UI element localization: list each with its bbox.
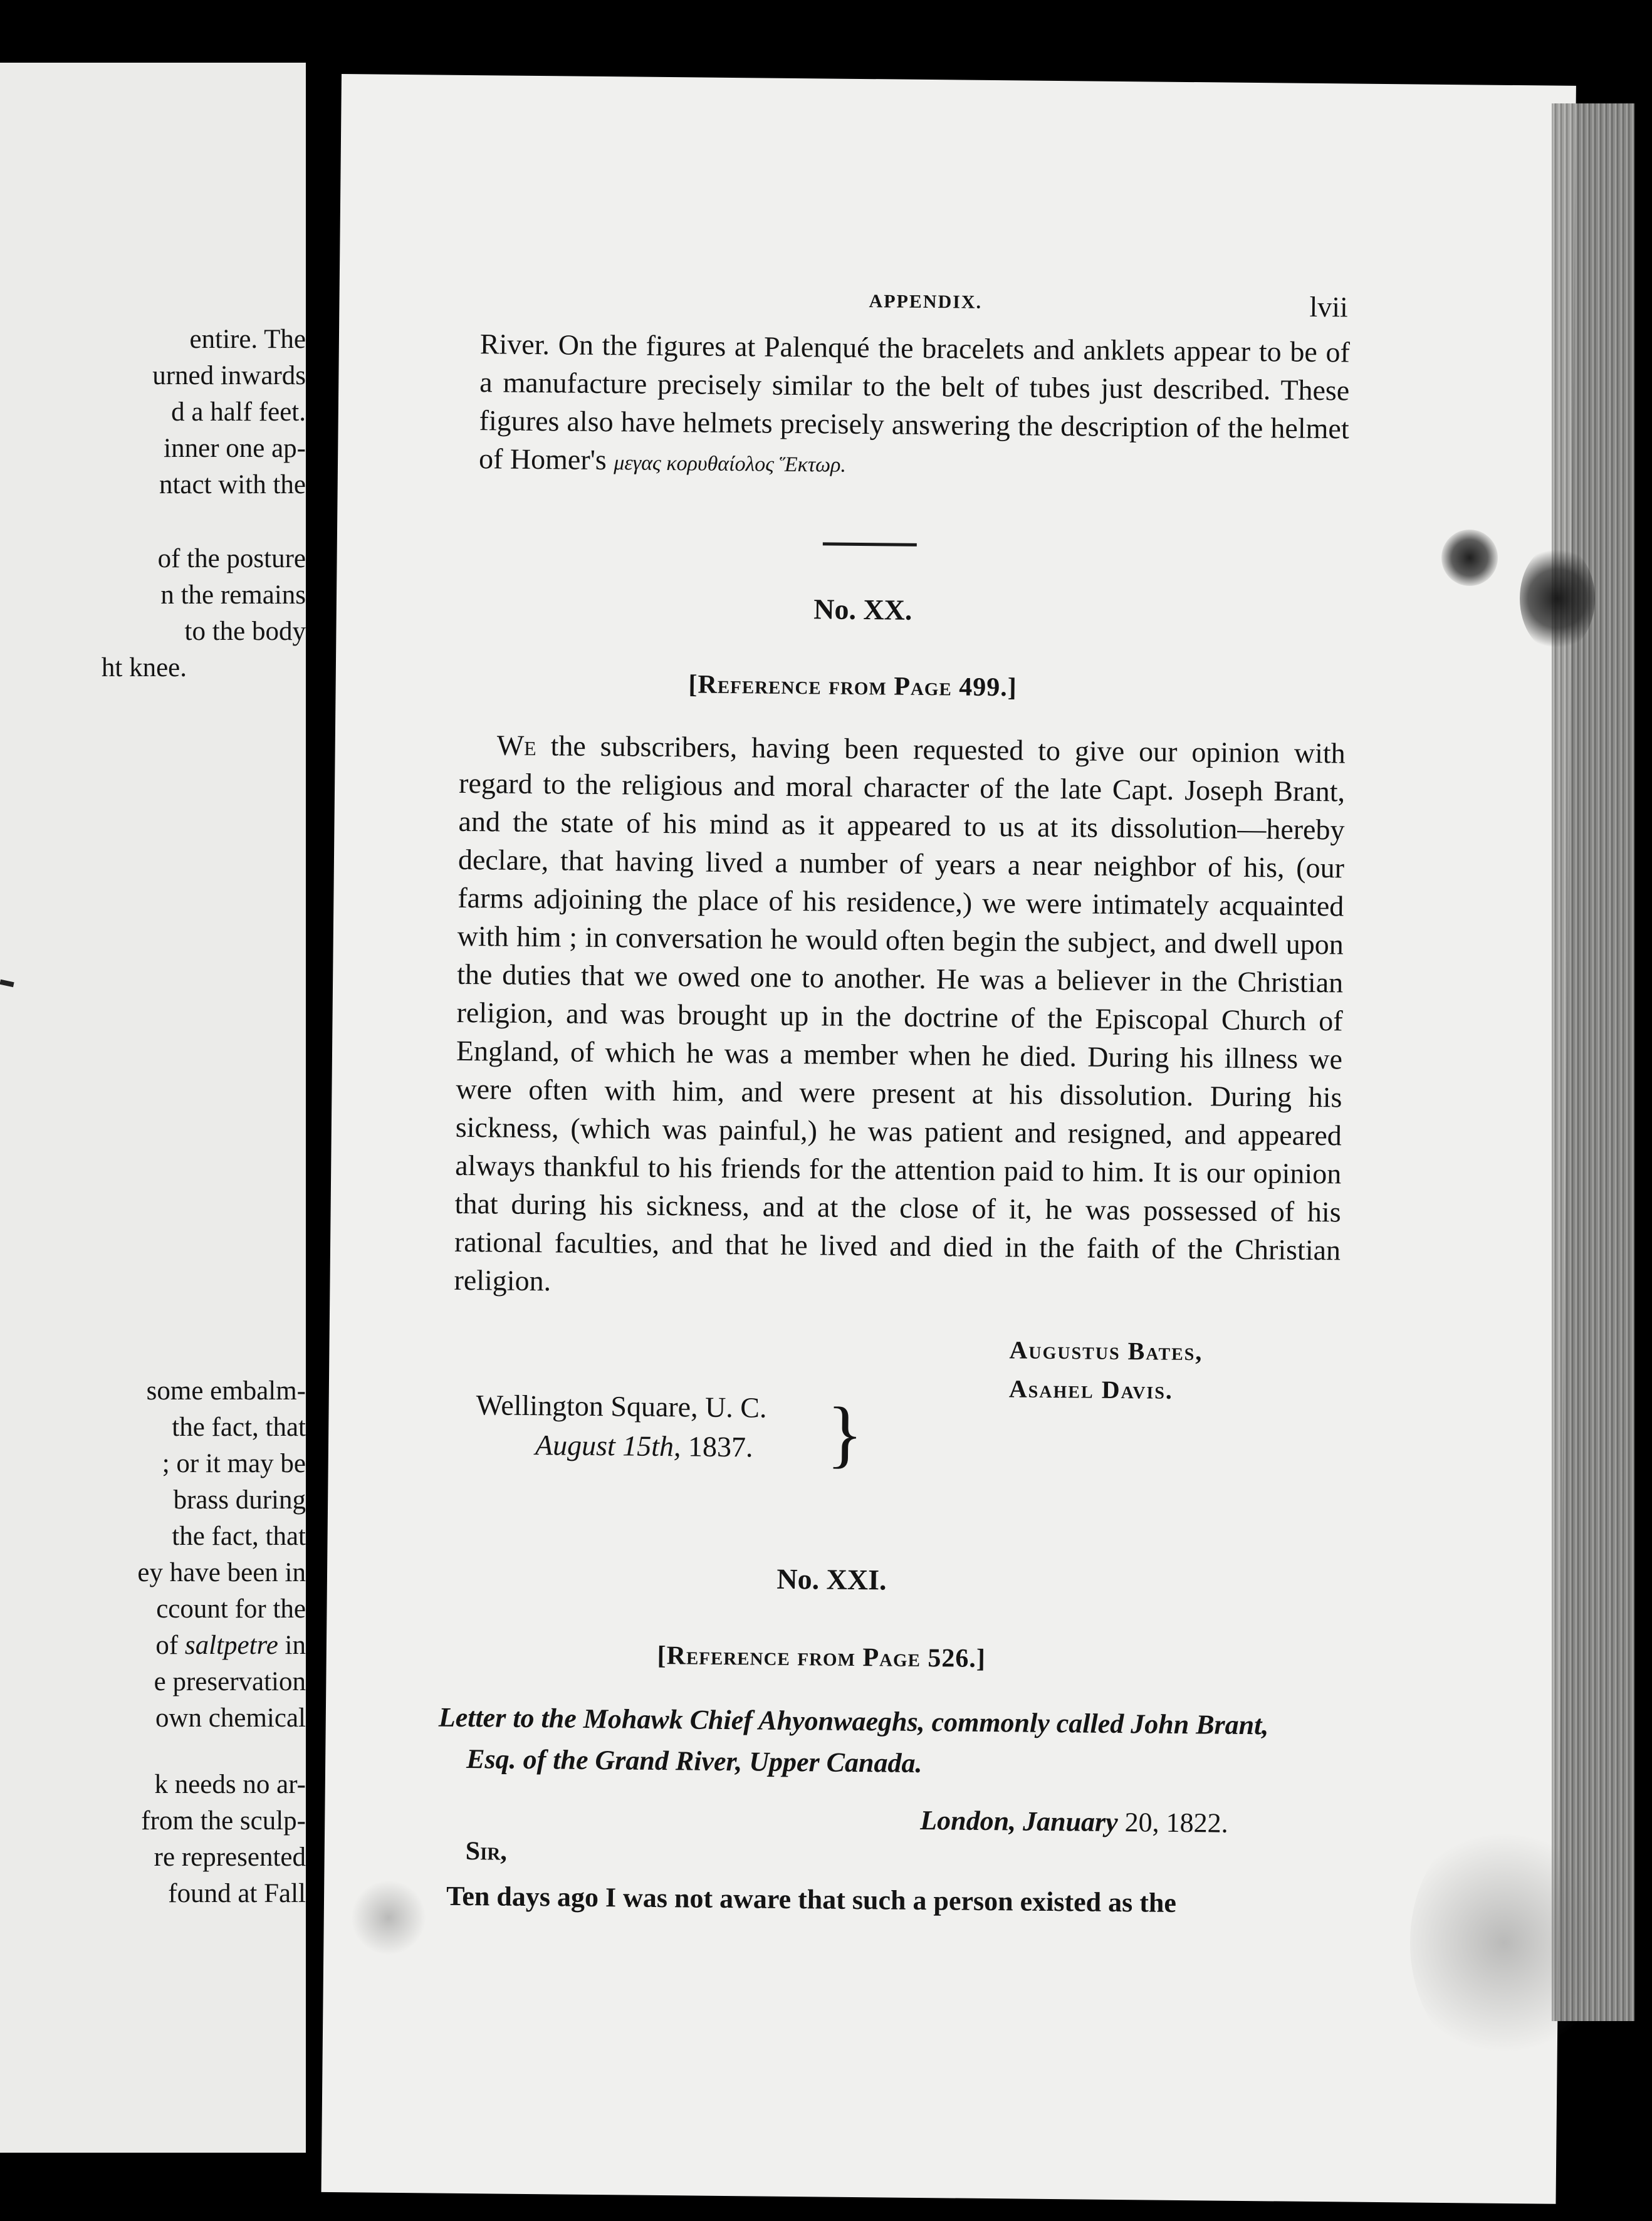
- letter-salutation: Sir,: [465, 1837, 508, 1866]
- left-page-line: ccount for the: [156, 1594, 306, 1624]
- page-edge: [1552, 103, 1634, 2021]
- ink-stain: [1441, 530, 1498, 586]
- left-page-line: brass during: [173, 1485, 306, 1515]
- left-page-line: the fact, that: [172, 1413, 306, 1442]
- ink-stain: [1520, 545, 1595, 652]
- signatory-name: Augustus Bates,: [1009, 1335, 1203, 1366]
- left-page-line: n the remains: [160, 580, 306, 610]
- affidavit-date: August 15th, 1837.: [535, 1429, 753, 1463]
- left-page-line: k needs no ar-: [154, 1770, 306, 1799]
- paper-blotch: [1410, 1817, 1598, 2068]
- section-divider: [823, 542, 917, 546]
- left-page-line: ht knee.: [101, 653, 187, 682]
- left-page-line: own chemical: [155, 1703, 306, 1733]
- left-page-line: re represented: [154, 1842, 306, 1872]
- left-page-line: entire. The: [189, 325, 306, 354]
- left-page-line: ntact with the: [159, 470, 306, 499]
- page-number: lvii: [1309, 290, 1349, 323]
- left-page-line: inner one ap-: [164, 434, 306, 463]
- affidavit-paragraph: We the subscribers, having been requested to give our opinion with regard to the religious and moral character of the late Capt. Joseph Brant, and the state of his mind as it appeared to us at its dissolution—hereby declare, that having lived a number of years a near neighbor of his, (our farms adjoining the place of his residence,) we were intimately acquainted with him ; in conversation he would often begin the subject, and dwell upon the duties that we owed one to another. He was a believer in the Christian religion, and was brought up in the doctrine of the Episcopal Church of England, of which he was a member when he died. During his illness we were often with him, and were present at his dissolution. During his sickness, (which was painful,) he was patient and resigned, and appeared always thankful to his friends for the attention paid to him. It is our opinion that during his sickness, and at the close of it, he was possessed of his rational faculties, and that he lived and died in the faith of the Christian religion.: [454, 729, 1346, 1297]
- italic-word: saltpetre: [184, 1631, 278, 1660]
- left-page-line: ; or it may be: [162, 1449, 306, 1478]
- left-page-line: urned inwards: [152, 361, 306, 390]
- left-page-line: the fact, that: [172, 1522, 306, 1551]
- left-page-line: to the body: [184, 617, 306, 646]
- letter-dateline: London, January 20, 1822.: [920, 1804, 1228, 1839]
- main-page: [322, 74, 1576, 2204]
- signatory-name: Asahel Davis.: [1008, 1374, 1174, 1404]
- section-title-xx: No. XX.: [813, 593, 912, 626]
- left-page-line: found at Fall: [168, 1879, 306, 1908]
- running-title: APPENDIX.: [869, 291, 983, 313]
- letter-title: Letter to the Mohawk Chief Ahyonwaeghs, commonly called John Brant,: [438, 1701, 1269, 1741]
- left-page-line: e preservation: [154, 1667, 306, 1696]
- brace-mark: }: [826, 1391, 864, 1476]
- margin-mark: [0, 980, 14, 987]
- letter-first-line: Ten days ago I was not aware that such a person existed as the: [446, 1880, 1177, 1918]
- affidavit-place: Wellington Square, U. C.: [476, 1389, 767, 1424]
- letter-title: Esq. of the Grand River, Upper Canada.: [466, 1743, 923, 1779]
- section-reference-xx: [Reference from Page 499.]: [688, 670, 1018, 703]
- left-page-line: some embalm-: [146, 1376, 306, 1406]
- left-page-line: ey have been in: [137, 1558, 306, 1587]
- paper-blotch: [351, 1880, 426, 1955]
- continuation-paragraph: River. On the figures at Palenqué the bracelets and anklets appear to be of a manufacture precisely similar to the belt of tubes just described. These figures also have helmets precisely answering the description of the helmet of Homer's μεγας κορυθαίολος Ἕκτωρ.: [478, 328, 1351, 477]
- left-page-line: of saltpetre in: [155, 1631, 306, 1660]
- section-reference-xxi: [Reference from Page 526.]: [657, 1641, 986, 1673]
- left-facing-page: [0, 63, 306, 2153]
- left-page-line: d a half feet.: [171, 397, 306, 427]
- section-title-xxi: No. XXI.: [776, 1562, 887, 1596]
- left-page-line: from the sculp-: [141, 1806, 306, 1836]
- left-page-line: of the posture: [157, 544, 306, 573]
- greek-quotation: μεγας κορυθαίολος Ἕκτωρ.: [614, 451, 847, 477]
